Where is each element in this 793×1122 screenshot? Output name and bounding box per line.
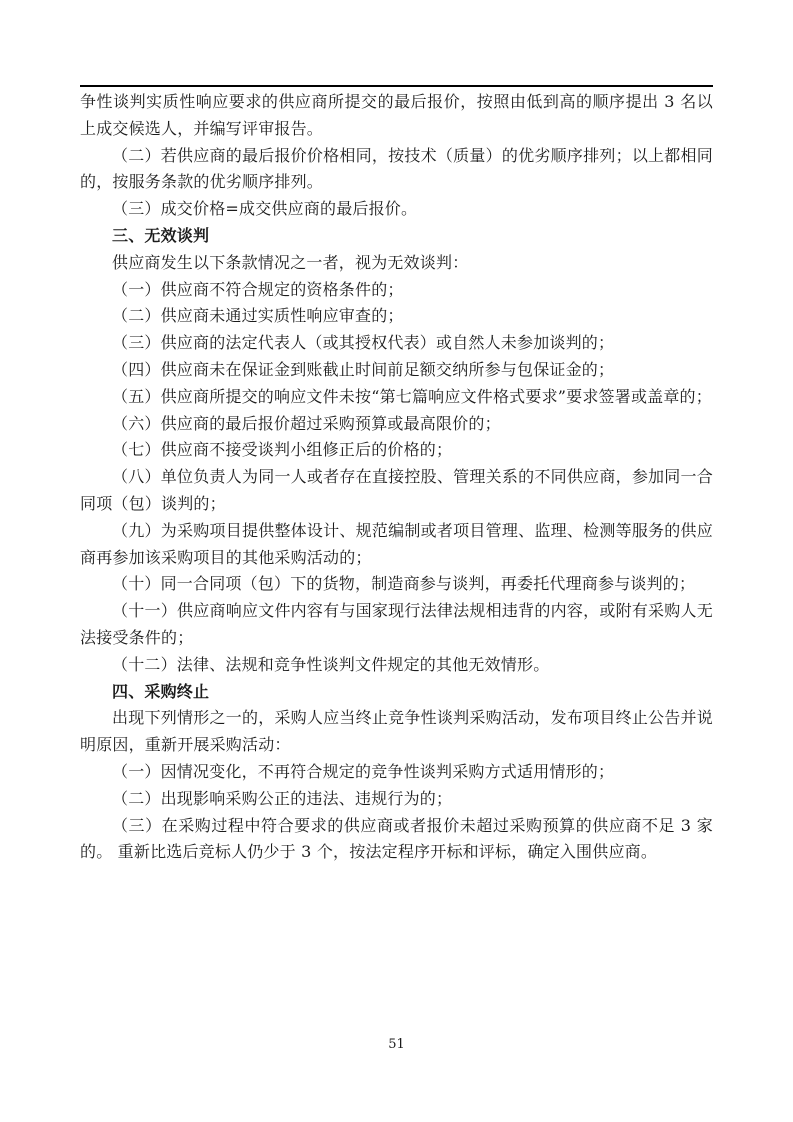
paragraph-intro-invalid: 供应商发生以下条款情况之一者，视为无效谈判：: [112, 252, 469, 272]
paragraph-invalid-item-1: （一）供应商不符合规定的资格条件的；: [112, 279, 404, 299]
paragraph-invalid-item-3: （三）供应商的法定代表人（或其授权代表）或自然人未参加谈判的；: [112, 333, 615, 353]
section-heading-procurement-termination: 四、采购终止: [112, 681, 210, 701]
paragraph-invalid-item-11: （十一）供应商响应文件内容有与国家现行法律法规相违背的内容，或附有采购人无法接受条件的；: [80, 601, 713, 647]
document-content: [80, 89, 713, 866]
paragraph-item-3: （三）成交价格=成交供应商的最后报价。: [112, 199, 418, 219]
paragraph-termination-item-3: （三）在采购过程中符合要求的供应商或者报价未超过采购预算的供应商不足 3 家的。 重新比选后竞标人仍少于 3 个，按法定程序开标和评标，确定入围供应商。: [80, 815, 713, 862]
header-rule: [80, 85, 713, 87]
paragraph-invalid-item-2: （二）供应商未通过实质性响应审查的；: [112, 306, 404, 326]
paragraph-intro-termination: 出现下列情形之一的，采购人应当终止竞争性谈判采购活动，发布项目终止公告并说明原因，重新开展采购活动：: [80, 708, 713, 755]
paragraph-invalid-item-10: （十）同一合同项（包）下的货物，制造商参与谈判，再委托代理商参与谈判的；: [112, 574, 696, 594]
paragraph-invalid-item-12: （十二）法律、法规和竞争性谈判文件规定的其他无效情形。: [112, 654, 550, 674]
paragraph-termination-item-1: （一）因情况变化，不再符合规定的竞争性谈判采购方式适用情形的；: [112, 761, 615, 781]
paragraph-item-2: （二）若供应商的最后报价价格相同，按技术（质量）的优劣顺序排列；以上都相同的，按服务条款的优劣顺序排列。: [80, 145, 713, 192]
paragraph-invalid-item-8: （八）单位负责人为同一人或者存在直接控股、管理关系的不同供应商，参加同一合同项（包）谈判的；: [80, 467, 713, 513]
paragraph-invalid-item-9: （九）为采购项目提供整体设计、规范编制或者项目管理、监理、检测等服务的供应商再参加该采购项目的其他采购活动的；: [80, 520, 713, 567]
paragraph-invalid-item-6: （六）供应商的最后报价超过采购预算或最高限价的；: [112, 413, 501, 433]
section-heading-invalid-negotiation: 三、无效谈判: [112, 225, 210, 245]
paragraph-invalid-item-5: （五）供应商所提交的响应文件未按“第七篇响应文件格式要求”要求签署或盖章的；: [112, 386, 712, 406]
page-footer: [0, 1037, 793, 1052]
paragraph-continuation: 争性谈判实质性响应要求的供应商所提交的最后报价，按照由低到高的顺序提出 3 名以上成交候选人，并编写评审报告。: [80, 92, 713, 138]
paragraph-invalid-item-7: （七）供应商不接受谈判小组修正后的价格的；: [112, 440, 453, 460]
paragraph-termination-item-2: （二）出现影响采购公正的违法、违规行为的；: [112, 788, 453, 808]
paragraph-invalid-item-4: （四）供应商未在保证金到账截止时间前足额交纳所参与包保证金的；: [112, 359, 615, 379]
page-number: 51: [388, 1037, 405, 1052]
